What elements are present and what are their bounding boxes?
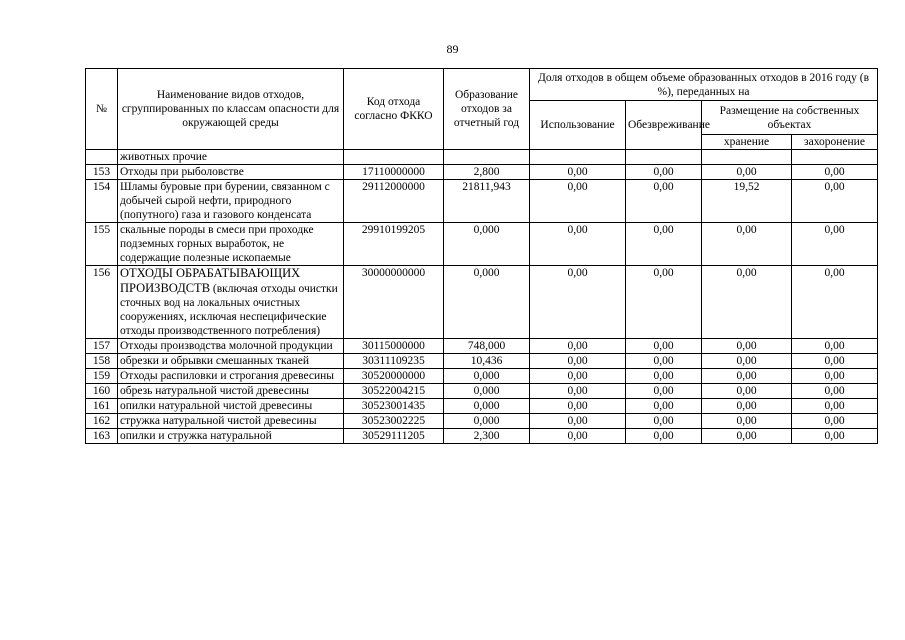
row-code: 30115000000	[344, 339, 444, 354]
row-code: 30000000000	[344, 266, 444, 339]
row-storage: 0,00	[702, 339, 792, 354]
row-storage: 0,00	[702, 414, 792, 429]
row-burial: 0,00	[792, 399, 878, 414]
row-name: обрезь натуральной чистой древесины	[118, 384, 344, 399]
row-burial: 0,00	[792, 339, 878, 354]
row-amount: 748,000	[444, 339, 530, 354]
row-name: Шламы буровые при бурении, связанном с добычей сырой нефти, природного (попутного) газа и газового конденсата	[118, 180, 344, 223]
row-neutral: 0,00	[626, 354, 702, 369]
row-name: животных прочие	[118, 150, 344, 165]
table-row	[86, 399, 878, 414]
row-burial: 0,00	[792, 414, 878, 429]
header-use: Использование	[530, 101, 626, 150]
row-name: Отходы при рыболовстве	[118, 165, 344, 180]
table-row	[86, 180, 878, 223]
table-row	[86, 339, 878, 354]
row-amount: 0,000	[444, 223, 530, 266]
row-name: обрезки и обрывки смешанных тканей	[118, 354, 344, 369]
row-code: 30529111205	[344, 429, 444, 444]
row-burial: 0,00	[792, 369, 878, 384]
row-use: 0,00	[530, 384, 626, 399]
row-amount: 0,000	[444, 266, 530, 339]
row-use: 0,00	[530, 180, 626, 223]
row-name: стружка натуральной чистой древесины	[118, 414, 344, 429]
row-name: Отходы производства молочной продукции	[118, 339, 344, 354]
row-code: 17110000000	[344, 165, 444, 180]
row-amount	[444, 150, 530, 165]
row-amount: 0,000	[444, 399, 530, 414]
row-burial: 0,00	[792, 266, 878, 339]
row-storage: 0,00	[702, 223, 792, 266]
row-use: 0,00	[530, 414, 626, 429]
row-storage: 0,00	[702, 266, 792, 339]
row-amount: 0,000	[444, 414, 530, 429]
table-row	[86, 165, 878, 180]
row-num: 155	[86, 223, 118, 266]
row-use: 0,00	[530, 223, 626, 266]
waste-table	[85, 68, 878, 444]
table-row	[86, 369, 878, 384]
row-use: 0,00	[530, 429, 626, 444]
row-neutral: 0,00	[626, 384, 702, 399]
row-code: 30523002225	[344, 414, 444, 429]
row-storage: 0,00	[702, 369, 792, 384]
row-num: 161	[86, 399, 118, 414]
row-neutral: 0,00	[626, 165, 702, 180]
row-code: 29112000000	[344, 180, 444, 223]
row-num: 156	[86, 266, 118, 339]
row-amount: 0,000	[444, 369, 530, 384]
row-use: 0,00	[530, 354, 626, 369]
row-amount: 0,000	[444, 384, 530, 399]
row-use: 0,00	[530, 165, 626, 180]
row-burial: 0,00	[792, 165, 878, 180]
row-burial: 0,00	[792, 354, 878, 369]
row-num: 153	[86, 165, 118, 180]
row-neutral: 0,00	[626, 429, 702, 444]
row-code: 30522004215	[344, 384, 444, 399]
row-neutral: 0,00	[626, 399, 702, 414]
row-burial	[792, 150, 878, 165]
table-row	[86, 150, 878, 165]
row-num: 157	[86, 339, 118, 354]
row-num: 160	[86, 384, 118, 399]
row-storage: 0,00	[702, 399, 792, 414]
row-num: 162	[86, 414, 118, 429]
row-neutral: 0,00	[626, 266, 702, 339]
row-name-heading: ОТХОДЫ ОБРАБАТЫВАЮЩИХ ПРОИЗВОДСТВ	[120, 266, 301, 295]
table-body	[86, 150, 878, 444]
row-storage: 0,00	[702, 384, 792, 399]
row-num: 163	[86, 429, 118, 444]
row-num: 158	[86, 354, 118, 369]
header-name: Наименование видов отходов, сгруппированных по классам опасности для окружающей среды	[118, 69, 344, 150]
row-name: скальные породы в смеси при проходке подземных горных выработок, не содержащие полезные ископаемые	[118, 223, 344, 266]
row-amount: 10,436	[444, 354, 530, 369]
row-use: 0,00	[530, 399, 626, 414]
row-num: 159	[86, 369, 118, 384]
row-neutral: 0,00	[626, 414, 702, 429]
row-neutral: 0,00	[626, 223, 702, 266]
table-row	[86, 414, 878, 429]
row-code: 30311109235	[344, 354, 444, 369]
table-header	[86, 69, 878, 150]
table-row	[86, 266, 878, 339]
row-burial: 0,00	[792, 223, 878, 266]
row-name-detail: (включая отходы очистки сточных вод на локальных очистных сооружениях, исключая неспецифические отходы производственного потребления)	[120, 283, 338, 337]
table-row	[86, 223, 878, 266]
row-num: 154	[86, 180, 118, 223]
row-num	[86, 150, 118, 165]
row-code	[344, 150, 444, 165]
header-neutral: Обезвреживание	[626, 101, 702, 150]
row-amount: 2,800	[444, 165, 530, 180]
row-name: опилки натуральной чистой древесины	[118, 399, 344, 414]
row-burial: 0,00	[792, 180, 878, 223]
table-row	[86, 384, 878, 399]
row-name: опилки и стружка натуральной	[118, 429, 344, 444]
row-burial: 0,00	[792, 429, 878, 444]
header-formation: Образование отходов за отчетный год	[444, 69, 530, 150]
row-neutral: 0,00	[626, 180, 702, 223]
row-neutral: 0,00	[626, 339, 702, 354]
row-amount: 2,300	[444, 429, 530, 444]
row-storage: 0,00	[702, 165, 792, 180]
header-placement: Размещение на собственных объектах	[702, 101, 878, 135]
row-neutral: 0,00	[626, 369, 702, 384]
row-amount: 21811,943	[444, 180, 530, 223]
row-use	[530, 150, 626, 165]
row-storage	[702, 150, 792, 165]
row-storage: 0,00	[702, 429, 792, 444]
row-neutral	[626, 150, 702, 165]
header-share: Доля отходов в общем объеме образованных отходов в 2016 году (в %), переданных на	[530, 69, 878, 101]
row-name: Отходы распиловки и строгания древесины	[118, 369, 344, 384]
row-use: 0,00	[530, 266, 626, 339]
row-storage: 0,00	[702, 354, 792, 369]
row-storage: 19,52	[702, 180, 792, 223]
header-burial: захоронение	[792, 135, 878, 150]
table-row	[86, 429, 878, 444]
row-code: 30520000000	[344, 369, 444, 384]
header-storage: хранение	[702, 135, 792, 150]
row-use: 0,00	[530, 369, 626, 384]
table-row	[86, 354, 878, 369]
header-num: №	[86, 69, 118, 150]
row-name	[118, 266, 344, 339]
header-code: Код отхода согласно ФККО	[344, 69, 444, 150]
page-number: 89	[446, 42, 459, 56]
row-use: 0,00	[530, 339, 626, 354]
row-code: 29910199205	[344, 223, 444, 266]
row-burial: 0,00	[792, 384, 878, 399]
row-code: 30523001435	[344, 399, 444, 414]
